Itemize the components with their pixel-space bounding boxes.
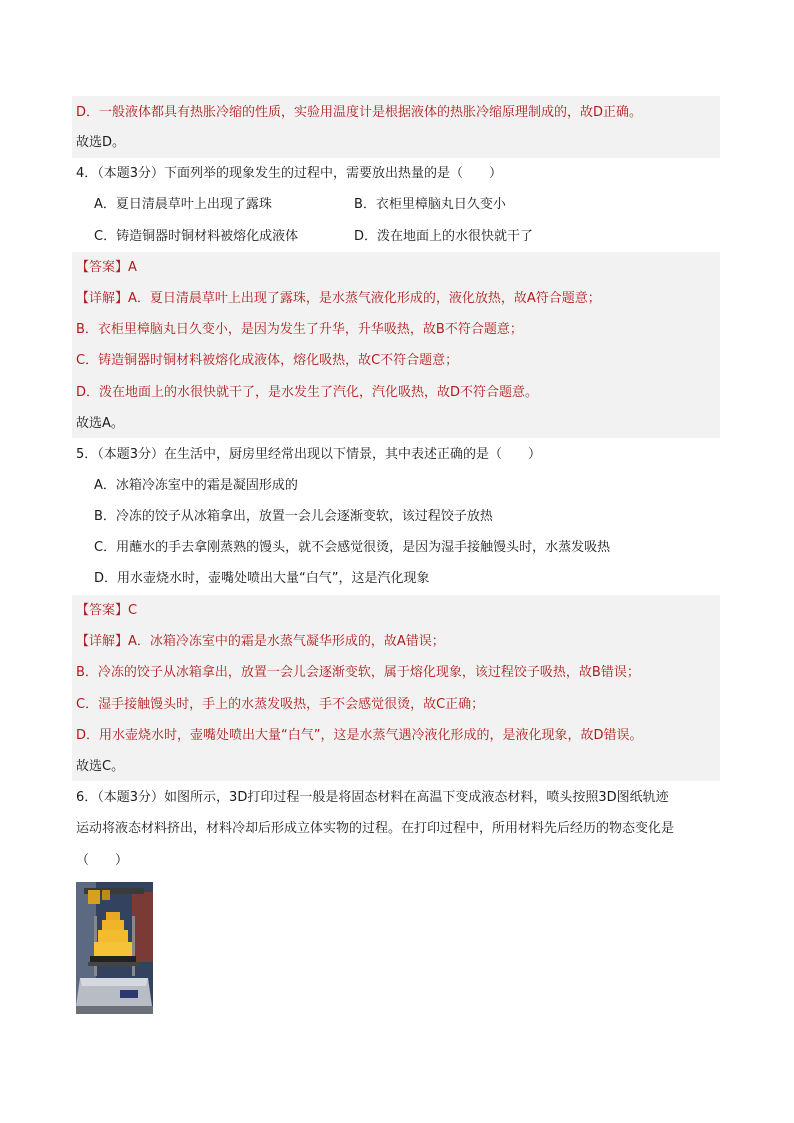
q4-answer-label: 【答案】 [76, 260, 129, 275]
q5-detail-b: B．冷冻的饺子从冰箱拿出，放置一会儿会逐渐变软，属于熔化现象，该过程饺子吸热，故B错误； [76, 665, 640, 680]
q5-option-c: C．用蘸水的手去拿刚蒸熟的馒头，就不会感觉很烫，是因为湿手接触馒头时，水蒸发吸热 [94, 540, 611, 555]
q4-stem: 4．（本题3分）下面列举的现象发生的过程中，需要放出热量的是（ ） [76, 166, 503, 181]
q4-detail-d: D．泼在地面上的水很快就干了，是水发生了汽化，汽化吸热，故D不符合题意。 [76, 385, 539, 400]
q4-option-c: C．铸造铜器时铜材料被熔化成液体 [94, 229, 299, 244]
q4-answer [76, 258, 137, 278]
q6-stem-line3: （ ） [76, 853, 129, 868]
q4-answer-value: A [128, 260, 137, 275]
q3-conclusion: 故选D。 [76, 135, 126, 150]
q4-option-a: A．夏日清晨草叶上出现了露珠 [94, 197, 272, 212]
q5-option-b: B．冷冻的饺子从冰箱拿出，放置一会儿会逐渐变软，该过程饺子放热 [94, 509, 493, 524]
q5-answer-block [72, 595, 720, 781]
q5-detail-label: 【详解】 [76, 634, 129, 649]
q4-answer-block [72, 252, 720, 438]
q5-conclusion: 故选C。 [76, 759, 125, 774]
q4-detail-b: B．衣柜里樟脑丸日久变小，是因为发生了升华，升华吸热，故B不符合题意； [76, 322, 523, 337]
q5-answer-label: 【答案】 [76, 603, 129, 618]
q6-stem-line2: 运动将液态材料挤出，材料冷却后形成立体实物的过程。在打印过程中，所用材料先后经历的物态变化是 [76, 821, 675, 836]
q4-detail-c: C．铸造铜器时铜材料被熔化成液体，熔化吸热，故C不符合题意； [76, 353, 459, 368]
q5-answer [76, 601, 137, 621]
q4-conclusion: 故选A。 [76, 416, 124, 431]
q4-detail-label: 【详解】 [76, 291, 129, 306]
q6-stem-line1: 6．（本题3分）如图所示，3D打印过程一般是将固态材料在高温下变成液态材料，喷头按照3D图纸轨迹 [76, 790, 669, 805]
3d-printer-photo [76, 882, 153, 1014]
q5-detail-d: D．用水壶烧水时，壶嘴处喷出大量“白气”，这是水蒸气遇冷液化形成的，是液化现象，故D错误。 [76, 728, 643, 743]
q4-option-b: B．衣柜里樟脑丸日久变小 [354, 197, 506, 212]
q5-option-a: A．冰箱冷冻室中的霜是凝固形成的 [94, 478, 298, 493]
q5-option-d: D．用水壶烧水时，壶嘴处喷出大量“白气”，这是汽化现象 [94, 571, 430, 586]
3d-printer-illustration [76, 882, 153, 1014]
q4-detail-a: A．夏日清晨草叶上出现了露珠，是水蒸气液化形成的，液化放热，故A符合题意； [128, 291, 601, 306]
q5-detail [76, 632, 445, 652]
q5-answer-value: C [128, 603, 138, 618]
q3-explanation-d: D．一般液体都具有热胀冷缩的性质，实验用温度计是根据液体的热胀冷缩原理制成的，故D正确。 [76, 105, 643, 120]
q4-detail [76, 289, 601, 309]
q5-detail-a: A．冰箱冷冻室中的霜是水蒸气凝华形成的，故A错误； [128, 634, 445, 649]
q5-stem: 5．（本题3分）在生活中，厨房里经常出现以下情景，其中表述正确的是（ ） [76, 447, 542, 462]
q5-detail-c: C．湿手接触馒头时，手上的水蒸发吸热，手不会感觉很烫，故C正确； [76, 697, 485, 712]
q4-option-d: D．泼在地面上的水很快就干了 [354, 229, 534, 244]
